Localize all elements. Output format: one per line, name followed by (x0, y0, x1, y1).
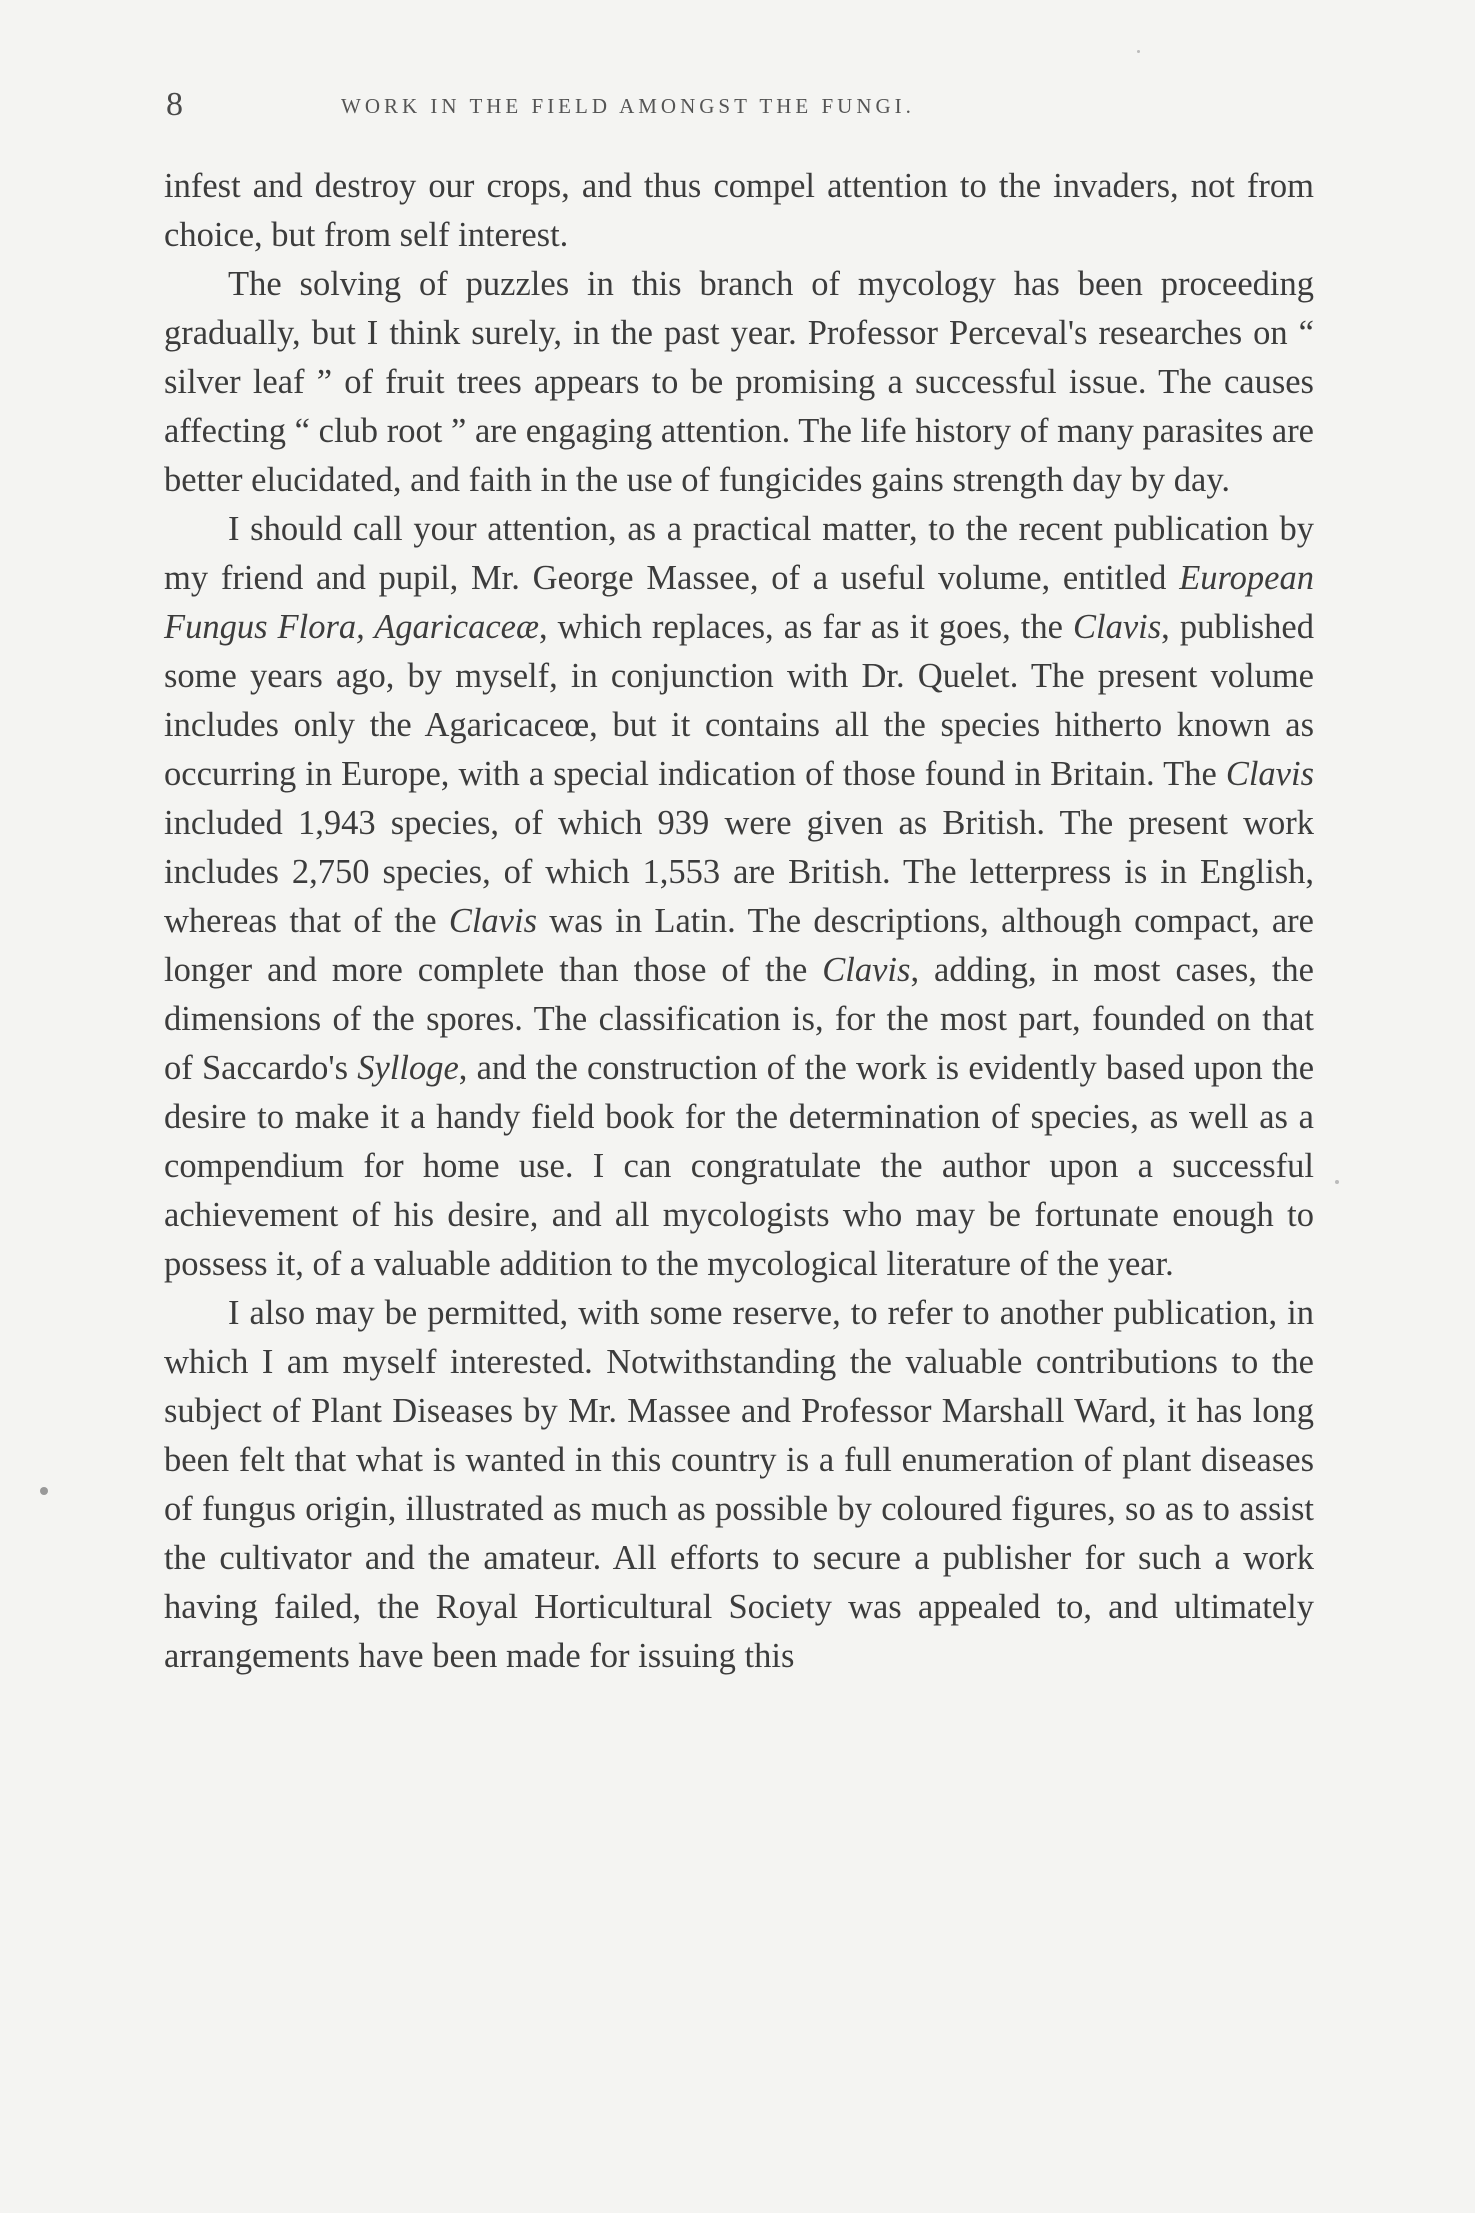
paragraph-text: The solving of puzzles in this branch of mycology has been proceeding gradually, but I think surely, in the past year. Professor Perceval's researches on “ silver leaf ” of fruit trees appears to be promising a successful issue. The causes affecting “ club root ” are engaging attention. The life history of many parasites are better elucidated, and faith in the use of fungicides gains strength day by day. (164, 265, 1314, 499)
book-title-clavis: Clavis (448, 902, 537, 940)
book-title-clavis: Clavis (822, 951, 911, 989)
text-run: , published some years ago, by myself, in conjunction with Dr. Quelet. The present volume includes only the Agaricaceœ, but it contains all the species hitherto known as occurring in Europe, with a special indication of those found in Britain. The (164, 608, 1314, 793)
paper-speck (1137, 50, 1140, 53)
page-number: 8 (166, 86, 183, 123)
paragraph-massee-publication (164, 505, 1314, 1289)
page-header (166, 86, 1316, 126)
paragraph-plant-diseases (164, 1289, 1314, 1681)
text-run: , adding, in most cases, the dimensions of the spores. The classification is, for the most part, founded on that of Saccardo's (164, 951, 1314, 1087)
text-run: was in Latin. The descriptions, although compact, are longer and more complete than those of the (164, 902, 1314, 989)
paragraph-text: infest and destroy our crops, and thus compel attention to the invaders, not from choice, but from self interest. (164, 167, 1314, 254)
paper-speck (1335, 1180, 1339, 1184)
running-head: WORK IN THE FIELD AMONGST THE FUNGI. (341, 94, 915, 118)
paper-speck (40, 1487, 48, 1495)
book-title: European Fungus Flora, Agaricaceæ (164, 559, 1314, 646)
book-title-sylloge: Sylloge (357, 1049, 459, 1087)
text-run: included 1,943 species, of which 939 were given as British. The present work includes 2,750 species, of which 1,553 are British. The letterpress is in English, whereas that of the (164, 804, 1314, 940)
body-text (164, 162, 1314, 1681)
paragraph-mycology-progress (164, 260, 1314, 505)
text-run: , and the construction of the work is evidently based upon the desire to make it a handy field book for the determination of species, as well as a compendium for home use. I can congratulate the author upon a successful achievement of his desire, and all mycologists who may be fortunate enough to possess it, of a valuable addition to the mycological literature of the year. (164, 1049, 1315, 1283)
book-title-clavis: Clavis (1072, 608, 1162, 646)
text-run: I should call your attention, as a practical matter, to the recent publication by my friend and pupil, Mr. George Massee, of a useful volume, entitled (164, 510, 1314, 597)
book-title-clavis: Clavis (1225, 755, 1314, 793)
text-run: , which replaces, as far as it goes, the (538, 608, 1073, 646)
paragraph-text: I also may be permitted, with some reserve, to refer to another publication, in which I am myself interested. Notwithstanding the valuable contributions to the subject of Plant Diseases by Mr. Massee and Professor Marshall Ward, it has long been felt that what is wanted in this country is a full enumeration of plant diseases of fungus origin, illustrated as much as possible by coloured figures, so as to assist the cultivator and the amateur. All efforts to secure a publisher for such a work having failed, the Royal Horticultural Society was appealed to, and ultimately arrangements have been made for issuing this (164, 1294, 1314, 1675)
paragraph-continuation (164, 162, 1314, 260)
